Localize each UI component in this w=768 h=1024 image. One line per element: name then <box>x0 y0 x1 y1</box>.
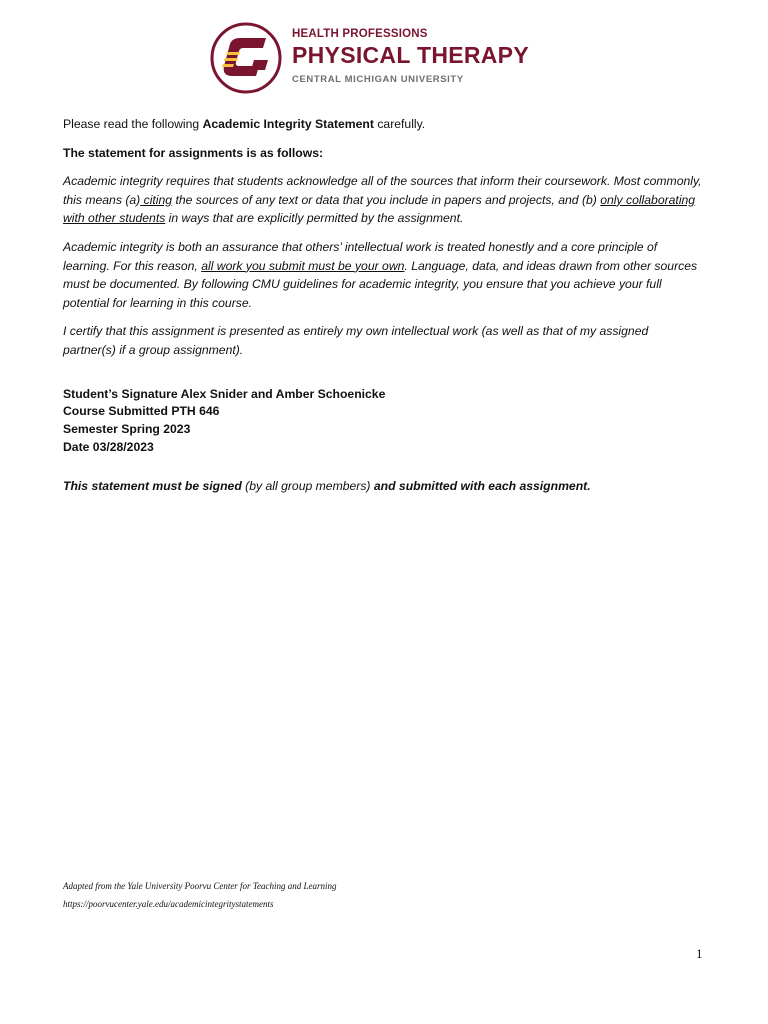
logo-line-health-professions: HEALTH PROFESSIONS <box>292 28 428 40</box>
submission-date: Date 03/28/2023 <box>63 439 154 454</box>
p2-text-1: Academic integrity is both an assurance that others’ intellectual work is treated honestly and a core principle of learning. For this reason, <box>63 239 658 273</box>
p2-text-2: . Language, data, and ideas drawn from other sources must be documented. By following CMU guidelines for academic integrity, you ensure that you achieve your full potential for learning in this course. <box>63 258 698 310</box>
p1-text-3: in ways that are explicitly permitted by the assignment. <box>165 211 464 226</box>
submission-info <box>63 386 703 457</box>
footer-attribution <box>63 878 563 913</box>
logo-line-physical-therapy: PHYSICAL THERAPY <box>292 42 529 68</box>
cmu-c-logo-icon <box>210 22 282 94</box>
statement-paragraph-2 <box>63 238 703 312</box>
p2-underline-own-work: all work you submit must be your own <box>201 258 405 273</box>
page-number: 1 <box>696 946 703 961</box>
footer-url: https://poorvucenter.yale.edu/academicintegritystatements <box>63 898 274 909</box>
certification-paragraph: I certify that this assignment is presented as entirely my own intellectual work (as well as that of my assigned partner(s) if a group assignment). <box>63 324 649 357</box>
p1-underline-collaborating: only collaborating with other students <box>63 192 696 226</box>
footer-source: Adapted from the Yale University Poorvu Center for Teaching and Learning <box>63 881 337 891</box>
logo-line-university: CENTRAL MICHIGAN UNIVERSITY <box>292 74 464 85</box>
note-text-1: This statement must be signed <box>63 478 242 493</box>
intro-paragraph <box>63 115 703 134</box>
statement-heading: The statement for assignments is as follows: <box>63 145 324 160</box>
cmu-physical-therapy-logo <box>210 22 570 98</box>
statement-paragraph-1 <box>63 172 703 228</box>
intro-highlight: Academic Integrity Statement <box>202 117 374 131</box>
course-submitted: Course Submitted PTH 646 <box>63 404 220 419</box>
intro-text-after: carefully. <box>373 117 426 131</box>
p1-text-1: Academic integrity requires that students acknowledge all of the sources that inform their coursework. Most commonly, this means (a) <box>63 174 702 207</box>
note-text-3: and submitted with each assignment. <box>373 478 591 493</box>
student-signature: Student’s Signature Alex Snider and Amber Schoenicke <box>63 386 386 401</box>
p1-text-2: the sources of any text or data that you include in papers and projects, and (b) <box>172 192 601 207</box>
p1-underline-citing: citing <box>140 192 173 207</box>
semester: Semester Spring 2023 <box>63 422 191 437</box>
note-text-2: (by all group members) <box>241 478 374 493</box>
signing-note <box>63 477 703 495</box>
logo-text <box>292 28 572 87</box>
document-body <box>63 115 703 495</box>
intro-text-before: Please read the following <box>63 117 203 131</box>
